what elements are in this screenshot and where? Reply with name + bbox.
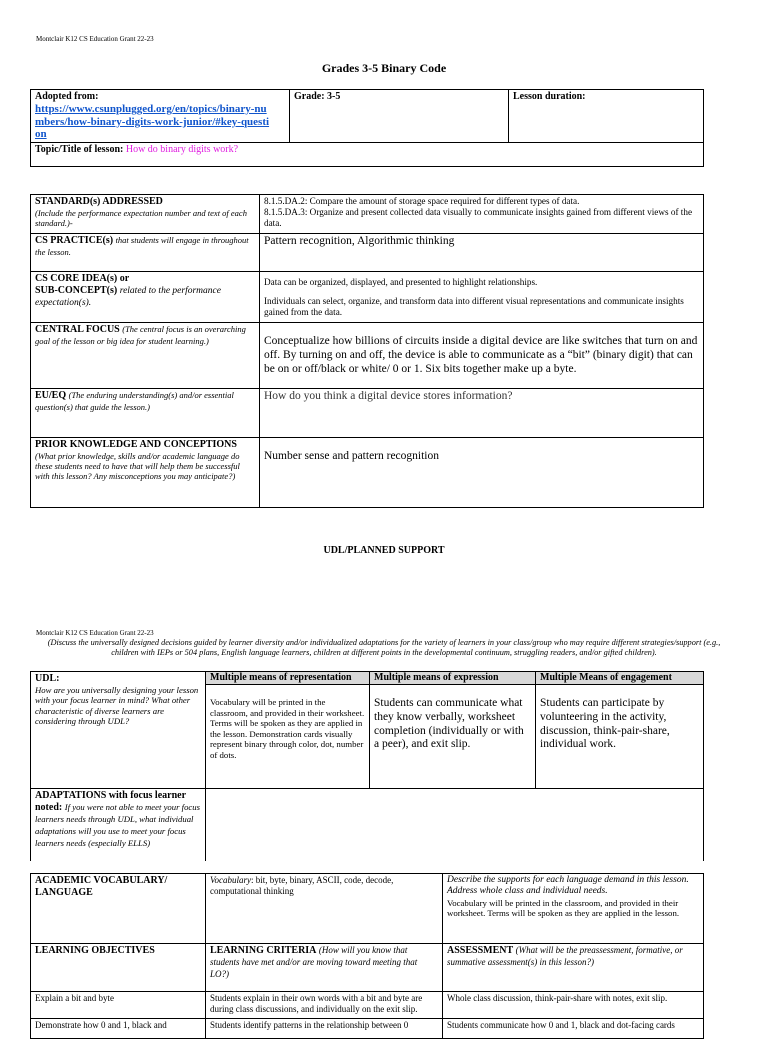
- focus-label-cell: [31, 323, 260, 389]
- practice-value: Pattern recognition, Algorithmic thinking: [260, 234, 704, 272]
- core-value-2: Individuals can select, organize, and transform data into different visual representations and communicate insights gained from the data.: [264, 296, 684, 318]
- prior-label-cell: [31, 438, 260, 508]
- practice-label: CS PRACTICE(s): [35, 235, 114, 246]
- vocab-value: : bit, byte, binary, ASCII, code, decode, computational thinking: [210, 875, 394, 896]
- udl-heading: UDL/PLANNED SUPPORT: [323, 545, 445, 556]
- criteria-label: LEARNING CRITERIA: [210, 945, 317, 956]
- source-link[interactable]: https://www.csunplugged.org/en/topics/binary-numbers/how-binary-digits-work-junior/#key-question: [35, 103, 270, 141]
- practice-note: that students will engage in throughout the lesson.: [35, 235, 249, 257]
- objective-row-1: Explain a bit and byte: [31, 992, 206, 1019]
- focus-value: Conceptualize how billions of circuits inside a digital device are like switches that turn on and off. By turning on and off, the device is able to communicate as a “bit” (binary digit) that can be on or off/black or white/ 0 or 1. Six bits together make up a byte.: [260, 323, 704, 389]
- adaptations-value: [206, 789, 704, 861]
- standard-da3: 8.1.5.DA.3: Organize and present collected data visually to communicate insights gained from different views of the data.: [264, 207, 693, 229]
- adaptations-note: If you were not able to meet your focus learners needs through UDL, what individual adaptations will you use to meet your focus learners needs (especially ELLS): [35, 802, 201, 848]
- assessment-label: ASSESSMENT: [447, 945, 514, 956]
- objectives-table: [30, 873, 704, 1039]
- prior-value: Number sense and pattern recognition: [260, 438, 704, 508]
- criteria-header-cell: [206, 944, 443, 992]
- vocab-label-inline: Vocabulary: [210, 875, 251, 885]
- criteria-note: (How will you know that students have met and/or are moving toward meeting that LO?): [210, 945, 418, 979]
- core-label-2: SUB-CONCEPT(s): [35, 285, 118, 296]
- representation-value: Vocabulary will be printed in the classroom, and provided in their worksheet. Terms will be spoken as they are applied in the lesson. Demonstration cards visually represent binary through color, dot, number of dots.: [206, 685, 370, 789]
- objectives-label: LEARNING OBJECTIVES: [31, 944, 206, 992]
- prior-note: (What prior knowledge, skills and/or academic language do these students need to have that will help them be successful with this lesson? Any misconceptions you may anticipate?): [35, 451, 240, 482]
- assessment-note: (What will be the preassessment, formative, or summative assessment(s) in this lesson?): [447, 945, 683, 967]
- grade-cell: Grade: 3-5: [290, 90, 509, 143]
- eueq-note: (The enduring understanding(s) and/or essential question(s) that guide the lesson.): [35, 390, 234, 412]
- adopted-label: Adopted from:: [35, 91, 99, 102]
- standards-note: (Include the performance expectation number and text of each standard.)-: [35, 208, 247, 229]
- adaptations-label-cell: [31, 789, 206, 861]
- focus-note: (The central focus is an overarching goal of the lesson or big idea for student learning.): [35, 324, 246, 346]
- standards-table: [30, 194, 704, 508]
- topic-cell: [31, 143, 704, 167]
- practice-label-cell: [31, 234, 260, 272]
- lesson-duration-cell: Lesson duration:: [509, 90, 704, 143]
- support-value: Vocabulary will be printed in the classroom, and provided in their worksheet. Terms will be spoken as they are applied in the lesson.: [447, 897, 680, 919]
- assessment-row-1: Whole class discussion, think-pair-share with notes, exit slip.: [443, 992, 704, 1019]
- grant-header: Montclair K12 CS Education Grant 22-23: [36, 35, 154, 43]
- udl-intro: (Discuss the universally designed decisions guided by learner diversity and/or individualized adaptations for the variety of learners in your class/group who may require different strategies/support (e.g., children with IEPs or 504 plans, English language learners, children at different points in the developmental continuum, struggling readers, and/or gifted children).: [47, 638, 721, 658]
- expression-value: Students can communicate what they know verbally, worksheet completion (individually or with a peer), and exit slip.: [370, 685, 536, 789]
- engagement-header: Multiple Means of engagement: [536, 672, 704, 685]
- focus-label: CENTRAL FOCUS: [35, 324, 120, 335]
- engagement-value: Students can participate by volunteering in the activity, discussion, think-pair-share, individual work.: [536, 685, 704, 789]
- udl-label: UDL:: [35, 673, 60, 684]
- standards-label: STANDARD(s) ADDRESSED: [35, 196, 163, 207]
- support-note: Describe the supports for each language demand in this lesson. Address whole class and individual needs.: [447, 875, 689, 897]
- udl-label-cell: [31, 672, 206, 789]
- page-title: Grades 3-5 Binary Code: [321, 61, 447, 75]
- udl-note: How are you universally designing your lesson with your focus learner in mind? What other characteristic of diverse learners are considering through UDL?: [35, 685, 199, 727]
- vocab-label: ACADEMIC VOCABULARY/ LANGUAGE: [31, 874, 206, 944]
- grant-header-2: Montclair K12 CS Education Grant 22-23: [36, 629, 154, 637]
- core-value-1: Data can be organized, displayed, and presented to highlight relationships.: [264, 277, 538, 287]
- adopted-cell: [31, 90, 290, 143]
- standards-value-cell: [260, 195, 704, 234]
- eueq-label-cell: [31, 389, 260, 438]
- topic-value: How do binary digits work?: [125, 144, 239, 155]
- standards-label-cell: [31, 195, 260, 234]
- expression-header: Multiple means of expression: [370, 672, 536, 685]
- eueq-label: EU/EQ: [35, 390, 67, 401]
- core-note: related to the performance expectation(s).: [35, 286, 221, 309]
- representation-header: Multiple means of representation: [206, 672, 370, 685]
- assessment-row-2: Students communicate how 0 and 1, black and dot-facing cards: [443, 1019, 704, 1039]
- criteria-row-2: Students identify patterns in the relationship between 0: [206, 1019, 443, 1039]
- prior-label: PRIOR KNOWLEDGE AND CONCEPTIONS: [35, 439, 237, 450]
- eueq-value: How do you think a digital device stores information?: [260, 389, 704, 438]
- objective-row-2: Demonstrate how 0 and 1, black and: [31, 1019, 206, 1039]
- adaptations-label: ADAPTATIONS with focus learner noted:: [35, 790, 186, 813]
- topic-label: Topic/Title of lesson:: [35, 144, 124, 155]
- vocab-cell: [206, 874, 443, 944]
- udl-table: [30, 671, 704, 861]
- core-label-1: CS CORE IDEA(s) or: [35, 273, 130, 284]
- criteria-row-1: Students explain in their own words with a bit and byte are during class discussions, and individually on the exit slip.: [206, 992, 443, 1019]
- core-label-cell: [31, 272, 260, 323]
- standard-da2: 8.1.5.DA.2: Compare the amount of storage space required for different types of data.: [264, 196, 580, 206]
- lesson-info-table: [30, 89, 704, 167]
- core-value-cell: [260, 272, 704, 323]
- support-cell: [443, 874, 704, 944]
- assessment-header-cell: [443, 944, 704, 992]
